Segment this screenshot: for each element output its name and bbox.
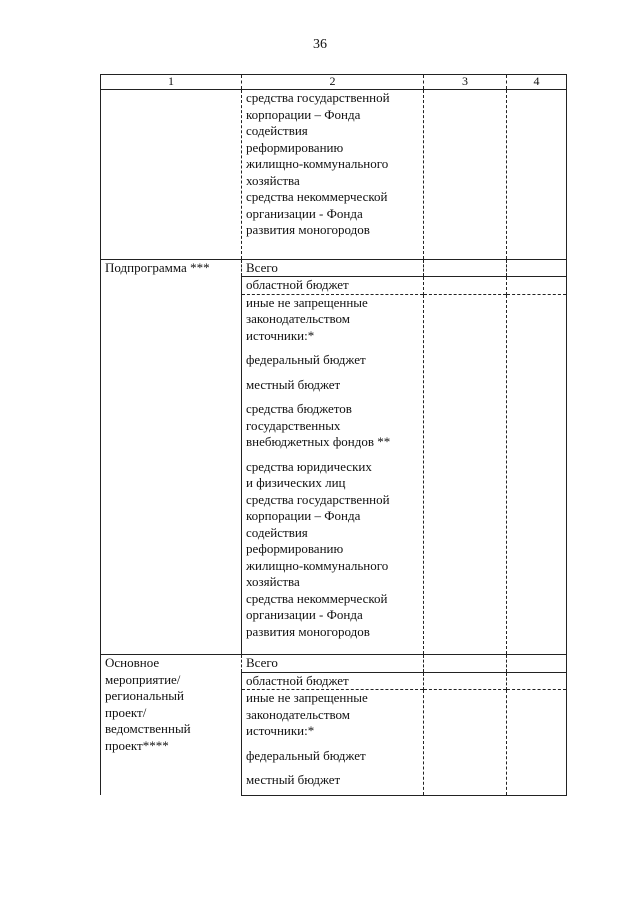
value-cell xyxy=(424,277,507,295)
value-cell xyxy=(507,672,567,690)
text-line: региональный xyxy=(105,688,184,703)
text-line: хозяйства xyxy=(246,172,300,188)
value-cell xyxy=(507,90,567,260)
text-line: средства некоммерческой xyxy=(246,590,388,606)
text-line: ведомственный xyxy=(105,721,191,736)
table-row xyxy=(101,655,567,673)
text-line: федеральный бюджет xyxy=(246,352,366,367)
column-header: 3 xyxy=(424,75,507,90)
text-line: организации - Фонда xyxy=(246,205,363,221)
text-line: источники:* xyxy=(246,327,315,343)
text-line: мероприятие/ xyxy=(105,671,181,687)
value-cell xyxy=(424,90,507,260)
text-line: хозяйства xyxy=(246,574,300,589)
text-line: корпорации – Фонда xyxy=(246,508,361,523)
text-line: развития моногородов xyxy=(246,222,370,237)
text-line: развития моногородов xyxy=(246,623,370,639)
text-line: внебюджетных фондов ** xyxy=(246,434,391,449)
empty-cell xyxy=(101,90,242,260)
value-cell xyxy=(424,690,507,796)
program-funding-table xyxy=(100,74,567,796)
text-line: реформированию xyxy=(246,541,344,556)
text-line: средства государственной xyxy=(246,90,390,105)
text-line: жилищно-коммунального xyxy=(246,156,389,171)
text-line: государственных xyxy=(246,417,341,433)
text-line: Основное xyxy=(105,655,160,670)
funding-source-cell xyxy=(242,294,424,655)
text-line: содействия xyxy=(246,123,308,138)
table-row xyxy=(101,259,567,277)
text-line: проект**** xyxy=(105,737,169,753)
value-cell xyxy=(424,672,507,690)
table-row xyxy=(101,90,567,260)
total-label: Всего xyxy=(242,259,424,277)
text-line: местный бюджет xyxy=(246,772,341,787)
value-cell xyxy=(424,259,507,277)
value-cell xyxy=(507,294,567,655)
text-line: содействия xyxy=(246,524,308,540)
text-line: средства некоммерческой xyxy=(246,189,388,204)
text-line: иные не запрещенные xyxy=(246,294,368,310)
column-header: 2 xyxy=(242,75,424,90)
text-line: законодательством xyxy=(246,311,351,326)
value-cell xyxy=(507,259,567,277)
text-line: и физических лиц xyxy=(246,475,346,490)
value-cell xyxy=(507,277,567,295)
column-header: 4 xyxy=(507,75,567,90)
text-line: средства государственной xyxy=(246,491,390,507)
text-line: жилищно-коммунального xyxy=(246,557,389,573)
value-cell xyxy=(507,655,567,673)
text-line: проект/ xyxy=(105,704,147,720)
text-line: иные не запрещенные xyxy=(246,690,368,705)
page-number: 36 xyxy=(313,37,327,52)
funding-source-cell xyxy=(242,690,424,796)
value-cell xyxy=(424,655,507,673)
subprogram-label: Подпрограмма *** xyxy=(101,259,242,655)
funding-source-cell xyxy=(242,90,424,260)
text-line: корпорации – Фонда xyxy=(246,106,361,122)
text-line: организации - Фонда xyxy=(246,607,363,622)
text-line: местный бюджет xyxy=(246,376,341,392)
text-line: реформированию xyxy=(246,139,344,155)
main-event-label xyxy=(101,655,242,796)
text-line: средства юридических xyxy=(246,458,372,474)
value-cell xyxy=(424,294,507,655)
text-line: источники:* xyxy=(246,723,315,738)
total-label: Всего xyxy=(242,655,424,673)
text-line: законодательством xyxy=(246,706,351,722)
value-cell xyxy=(507,690,567,796)
regional-budget-label: областной бюджет xyxy=(242,277,424,295)
column-header: 1 xyxy=(101,75,242,90)
text-line: средства бюджетов xyxy=(246,401,352,416)
regional-budget-label: областной бюджет xyxy=(242,672,424,690)
table-header-row xyxy=(101,75,567,90)
text-line: федеральный бюджет xyxy=(246,747,366,763)
